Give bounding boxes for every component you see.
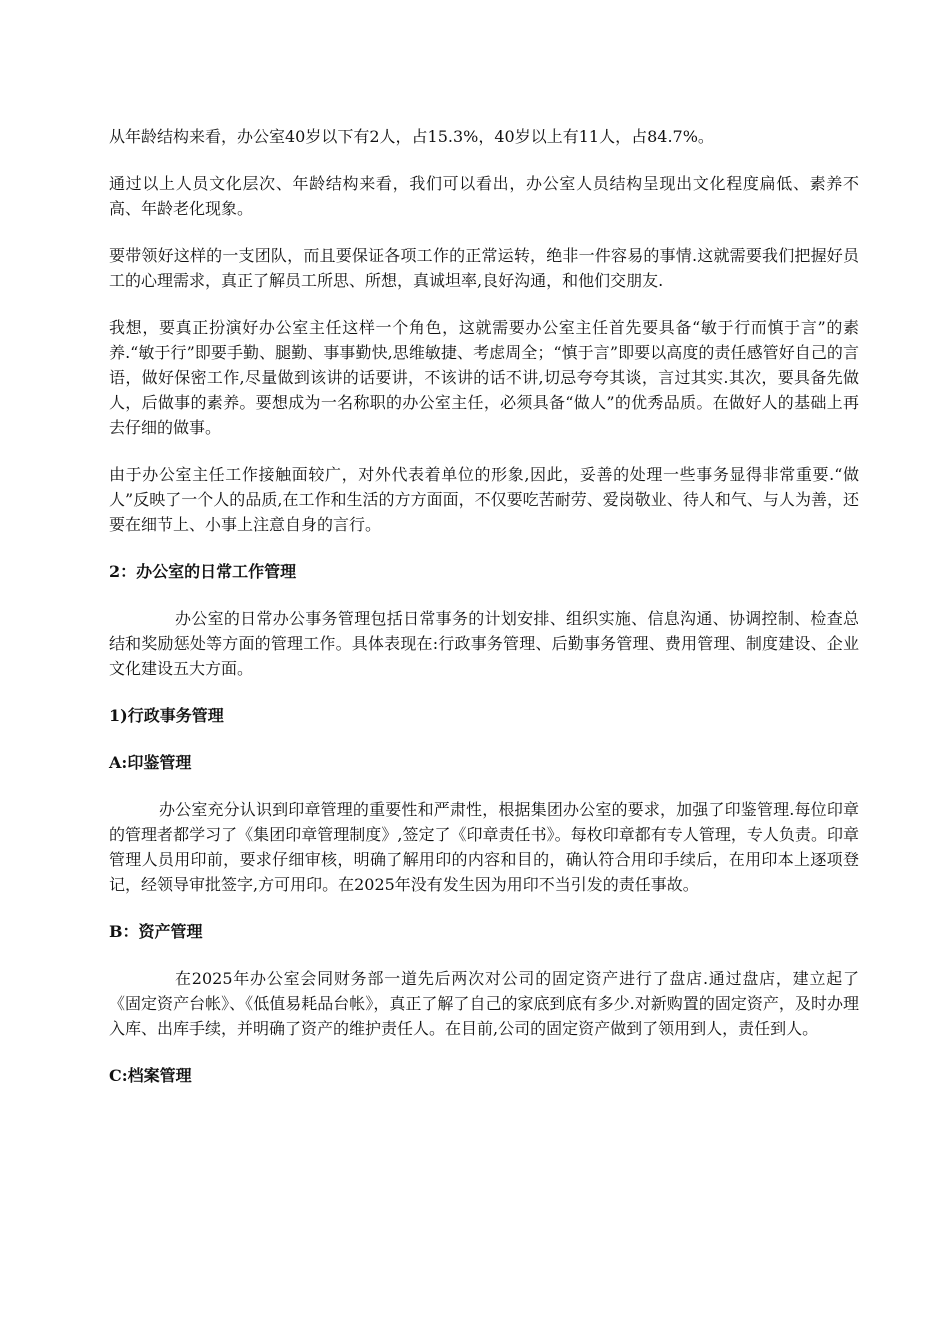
paragraph-structure-summary: 通过以上人员文化层次、年龄结构来看，我们可以看出，办公室人员结构呈现出文化程度扁低、素养不高、年龄老化现象。	[109, 174, 859, 218]
heading-admin-affairs: 1)行政事务管理	[109, 706, 224, 725]
heading-seal-management: A:印鉴管理	[109, 753, 192, 772]
document-page	[109, 124, 859, 1110]
heading-archive-management: C:档案管理	[109, 1066, 192, 1085]
paragraph-asset-management: 在2025年办公室会同财务部一道先后两次对公司的固定资产进行了盘店.通过盘店，建立起了《固定资产台帐》、《低值易耗品台帐》，真正了解了自己的家底到底有多少.对新购置的固定资产，及时办理入库、出库手续，并明确了资产的维护责任人。在目前,公司的固定资产做到了领用到人，责任到人。	[109, 969, 859, 1038]
paragraph-age-structure: 从年龄结构来看，办公室40岁以下有2人，占15.3%，40岁以上有11人，占84.7%。	[109, 127, 714, 146]
paragraph-director-role: 我想，要真正扮演好办公室主任这样一个角色，这就需要办公室主任首先要具备“敏于行而慎于言”的素养.“敏于行”即要手勤、腿勤、事事勤快,思维敏捷、考虑周全；“慎于言”即要以高度的责任感管好自己的言语，做好保密工作,尽量做到该讲的话要讲，不该讲的话不讲,切忌夸夸其谈，言过其实.其次，要具备先做人，后做事的素养。要想成为一名称职的办公室主任，必须具备“做人”的优秀品质。在做好人的基础上再去仔细的做事。	[109, 318, 859, 437]
heading-asset-management: B：资产管理	[109, 922, 203, 941]
paragraph-daily-management: 办公室的日常办公事务管理包括日常事务的计划安排、组织实施、信息沟通、协调控制、检查总结和奖励惩处等方面的管理工作。具体表现在:行政事务管理、后勤事务管理、费用管理、制度建设、企业文化建设五大方面。	[109, 609, 859, 678]
heading-daily-management: 2：办公室的日常工作管理	[109, 562, 297, 581]
paragraph-seal-management: 办公室充分认识到印章管理的重要性和严肃性，根据集团办公室的要求，加强了印鉴管理.每位印章的管理者都学习了《集团印章管理制度》,签定了《印章责任书》。每枚印章都有专人管理，专人负责。印章管理人员用印前，要求仔细审核，明确了解用印的内容和目的，确认符合用印手续后，在用印本上逐项登记，经领导审批签字,方可用印。在2025年没有发生因为用印不当引发的责任事故。	[109, 800, 859, 894]
paragraph-director-image: 由于办公室主任工作接触面较广，对外代表着单位的形象,因此，妥善的处理一些事务显得非常重要.“做人”反映了一个人的品质,在工作和生活的方方面面，不仅要吃苦耐劳、爱岗敬业、待人和气、与人为善，还要在细节上、小事上注意自身的言行。	[109, 465, 859, 534]
paragraph-team-leading: 要带领好这样的一支团队，而且要保证各项工作的正常运转，绝非一件容易的事情.这就需要我们把握好员工的心理需求，真正了解员工所思、所想，真诚坦率,良好沟通，和他们交朋友.	[109, 246, 859, 290]
